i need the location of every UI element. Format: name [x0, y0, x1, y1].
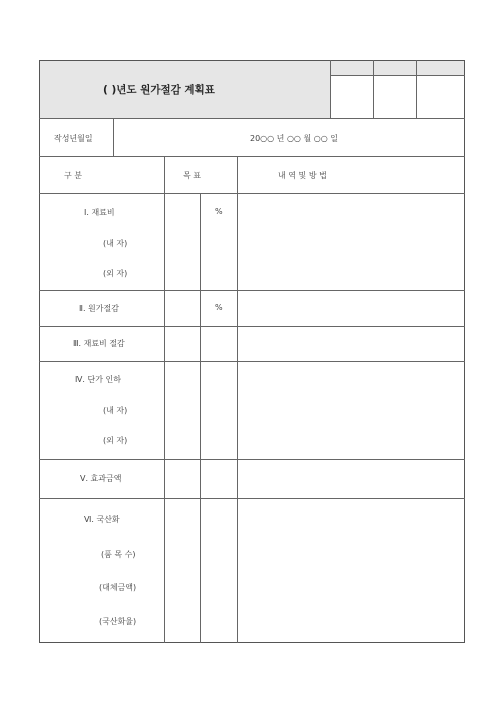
date-row-divider — [113, 118, 114, 156]
approval-divider-1 — [330, 60, 331, 118]
row-label-cost-reduction: Ⅱ. 원가절감 — [79, 304, 119, 313]
header-row-bottom — [39, 193, 465, 194]
row-separator — [39, 361, 465, 362]
row-sub-item: (외 자) — [103, 269, 128, 278]
row-separator — [39, 498, 465, 499]
row-separator — [39, 290, 465, 291]
approval-header-shade — [331, 61, 464, 75]
column-header-details: 내 역 및 방 법 — [278, 171, 327, 180]
approval-header-line — [330, 75, 465, 76]
column-header-target: 목 표 — [183, 171, 201, 180]
row-label-localization: Ⅵ. 국산화 — [84, 515, 120, 524]
row-separator — [39, 326, 465, 327]
column-header-category: 구 분 — [64, 171, 82, 180]
row-label-material-cost: Ⅰ. 재료비 — [84, 208, 115, 217]
row-label-unit-price-cut: Ⅳ. 단가 인하 — [75, 375, 121, 384]
column-divider-target-mid — [200, 193, 201, 643]
column-divider-target-end — [237, 156, 238, 643]
date-value: 20○○ 년 ○○ 월 ○○ 일 — [250, 134, 338, 143]
row-target-unit: % — [215, 303, 223, 312]
form-title: ( )년도 원가절감 계획표 — [103, 84, 215, 96]
row-sub-item: (품 목 수) — [101, 550, 136, 559]
row-label-effect-amount: Ⅴ. 효과금액 — [80, 474, 122, 483]
row-sub-item: (내 자) — [103, 239, 128, 248]
row-sub-item: (내 자) — [103, 406, 128, 415]
row-label-material-saving: Ⅲ. 재료비 절감 — [73, 339, 125, 348]
row-separator — [39, 459, 465, 460]
row-target-unit: % — [215, 207, 223, 216]
approval-divider-3 — [416, 60, 417, 118]
row-sub-item: (국산화율) — [99, 617, 137, 626]
header-row-top — [39, 156, 465, 157]
approval-divider-2 — [373, 60, 374, 118]
column-divider-category — [164, 156, 165, 643]
date-row-top — [39, 118, 465, 119]
row-sub-item: (외 자) — [103, 436, 128, 445]
date-label: 작성년월일 — [54, 134, 93, 143]
row-sub-item: (대체금액) — [99, 583, 137, 592]
